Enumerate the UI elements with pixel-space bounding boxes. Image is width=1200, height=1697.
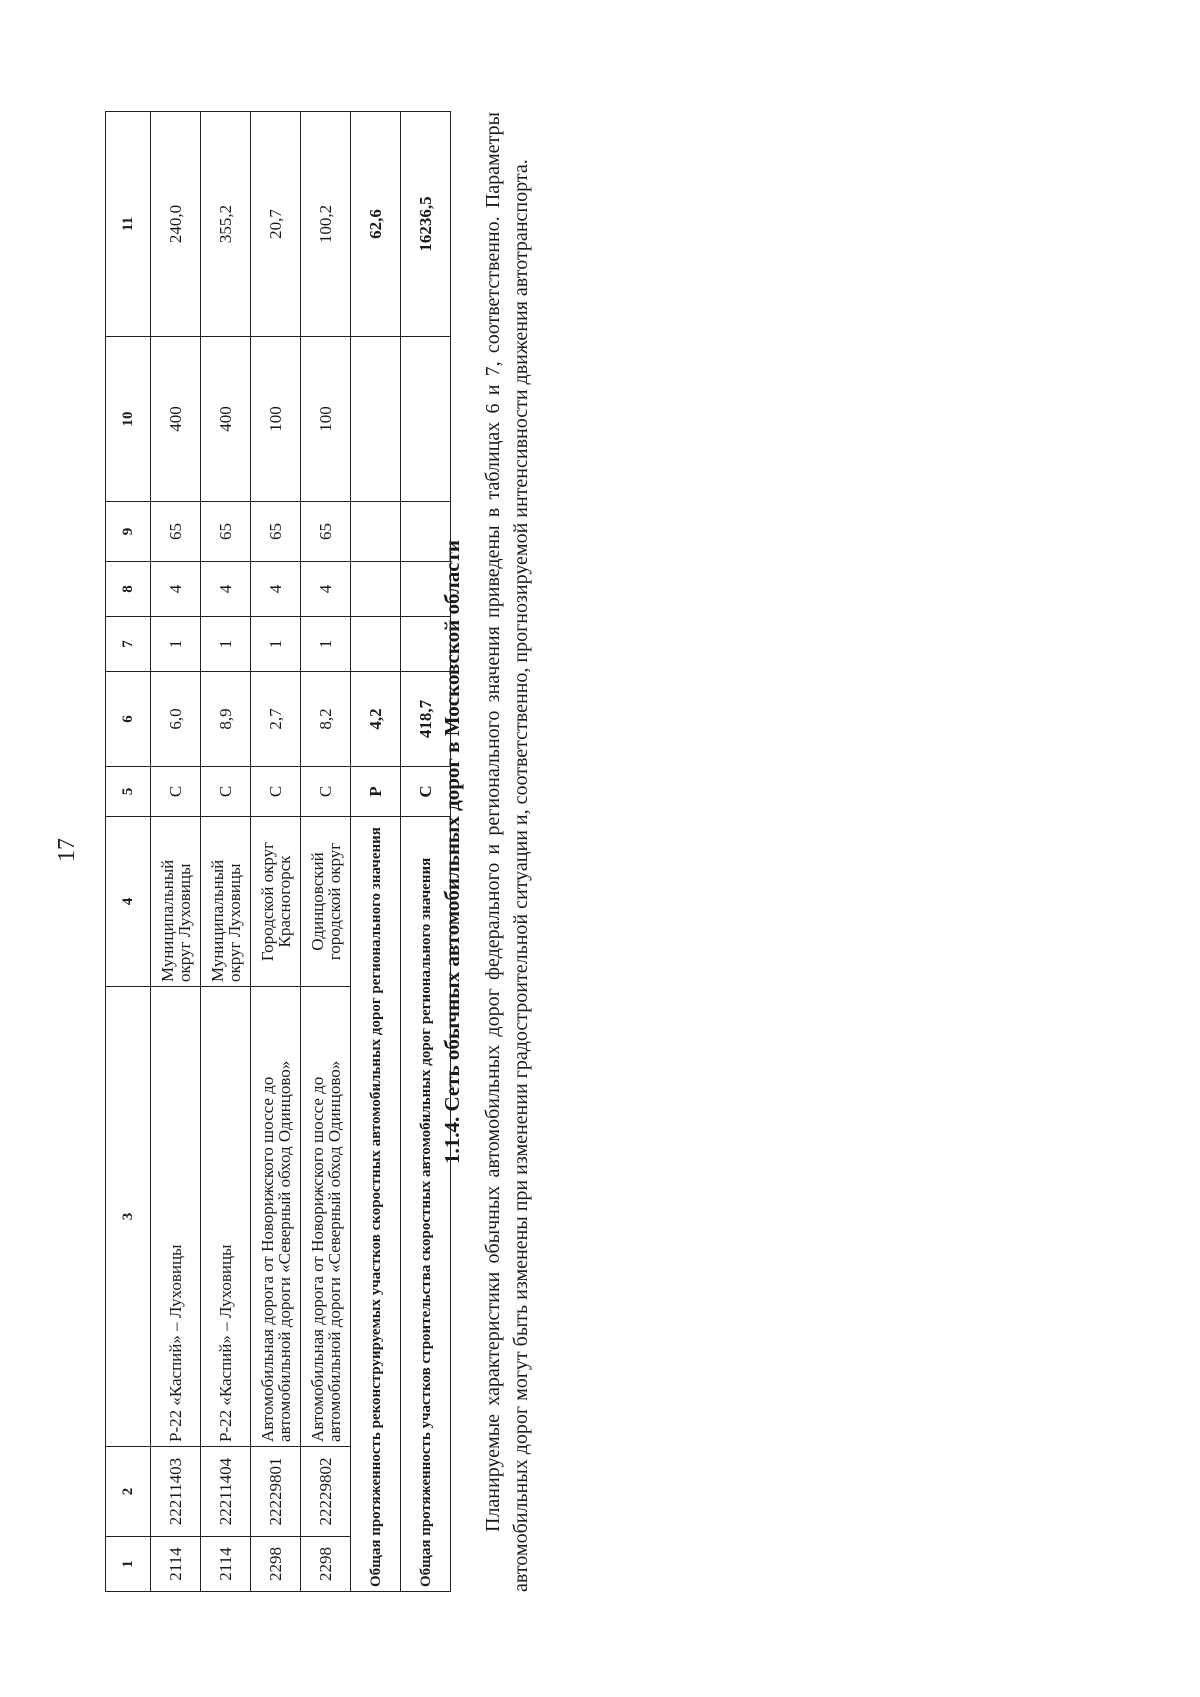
table-cell: 2298 [301,1537,351,1592]
table-cell: 100,2 [301,112,351,337]
page-number: 17 [54,838,80,862]
table-cell: 22229801 [251,1447,301,1537]
table-cell: 8,9 [201,672,251,767]
table-cell: 2298 [251,1537,301,1592]
total-status: С [401,767,451,817]
table-cell: 1 [301,617,351,672]
table-cell: 2114 [151,1537,201,1592]
table-cell: 355,2 [201,112,251,337]
table-cell: Муниципальный округ Луховицы [201,817,251,987]
table-cell: 20,7 [251,112,301,337]
header-cell: 10 [106,337,151,502]
table-cell: 4 [301,562,351,617]
table-cell: 2,7 [251,672,301,767]
empty-cell [351,337,401,502]
table-cell: Муниципальный округ Луховицы [151,817,201,987]
table-cell: 4 [201,562,251,617]
empty-cell [351,502,401,562]
header-cell: 4 [106,817,151,987]
table-cell: Городской округ Красногорск [251,817,301,987]
table-cell: 100 [301,337,351,502]
roads-table [105,111,451,1592]
table-cell: 65 [251,502,301,562]
total-length: 418,7 [401,672,451,767]
table-row [301,112,351,1592]
table-row [251,112,301,1592]
table-cell: Автомобильная дорога от Новорижского шоссе до автомобильной дороги «Северный обход Одинцово» [251,987,301,1447]
total-label: Общая протяженность участков строительства скоростных автомобильных дорог регионального значения [401,817,451,1592]
table-cell: Автомобильная дорога от Новорижского шоссе до автомобильной дороги «Северный обход Одинцово» [301,987,351,1447]
total-value: 16236,5 [401,112,451,337]
table-cell: С [251,767,301,817]
table-cell: 2114 [201,1537,251,1592]
table-cell: 1 [151,617,201,672]
table-header-row [106,112,151,1592]
table-cell: 22229802 [301,1447,351,1537]
table-cell: Р-22 «Каспий» – Луховицы [201,987,251,1447]
empty-cell [351,562,401,617]
table-cell: С [201,767,251,817]
header-cell: 5 [106,767,151,817]
header-cell: 8 [106,562,151,617]
total-status: Р [351,767,401,817]
table-cell: 400 [201,337,251,502]
table-cell: 6,0 [151,672,201,767]
table-cell: 22211404 [201,1447,251,1537]
table-cell: 65 [301,502,351,562]
total-length: 4,2 [351,672,401,767]
table-row [151,112,201,1592]
table-cell: Одинцовский городской округ [301,817,351,987]
header-cell: 6 [106,672,151,767]
table-cell: 1 [201,617,251,672]
table-total-row [351,112,401,1592]
section-title: 1.1.4. Сеть обычных автомобильных дорог в Московской области [440,539,464,1165]
table-cell: 8,2 [301,672,351,767]
table-cell: 1 [251,617,301,672]
table-cell: 22211403 [151,1447,201,1537]
table-cell: 240,0 [151,112,201,337]
table-cell: 100 [251,337,301,502]
table-cell: 4 [151,562,201,617]
header-cell: 9 [106,502,151,562]
table-cell: 4 [251,562,301,617]
total-value: 62,6 [351,112,401,337]
section-paragraph: Планируемые характеристики обычных автомобильных дорог федерального и регионального значения приведены в таблицах 6 и 7, соответственно. Параметры автомобильных дорог могут быть изменены при изменении градостроительной ситуации и, соответственно, прогнозируемой интенсивности движения автотранспорта. [482,112,532,1592]
table-cell: 65 [201,502,251,562]
header-cell: 2 [106,1447,151,1537]
header-cell: 11 [106,112,151,337]
header-cell: 1 [106,1537,151,1592]
empty-cell [351,617,401,672]
rotated-content [105,112,1105,1592]
table-cell: С [151,767,201,817]
table-cell: Р-22 «Каспий» – Луховицы [151,987,201,1447]
header-cell: 3 [106,987,151,1447]
table-cell: С [301,767,351,817]
total-label: Общая протяженность реконструируемых участков скоростных автомобильных дорог регионального значения [351,817,401,1592]
header-cell: 7 [106,617,151,672]
table-cell: 400 [151,337,201,502]
table-cell: 65 [151,502,201,562]
table-row [201,112,251,1592]
